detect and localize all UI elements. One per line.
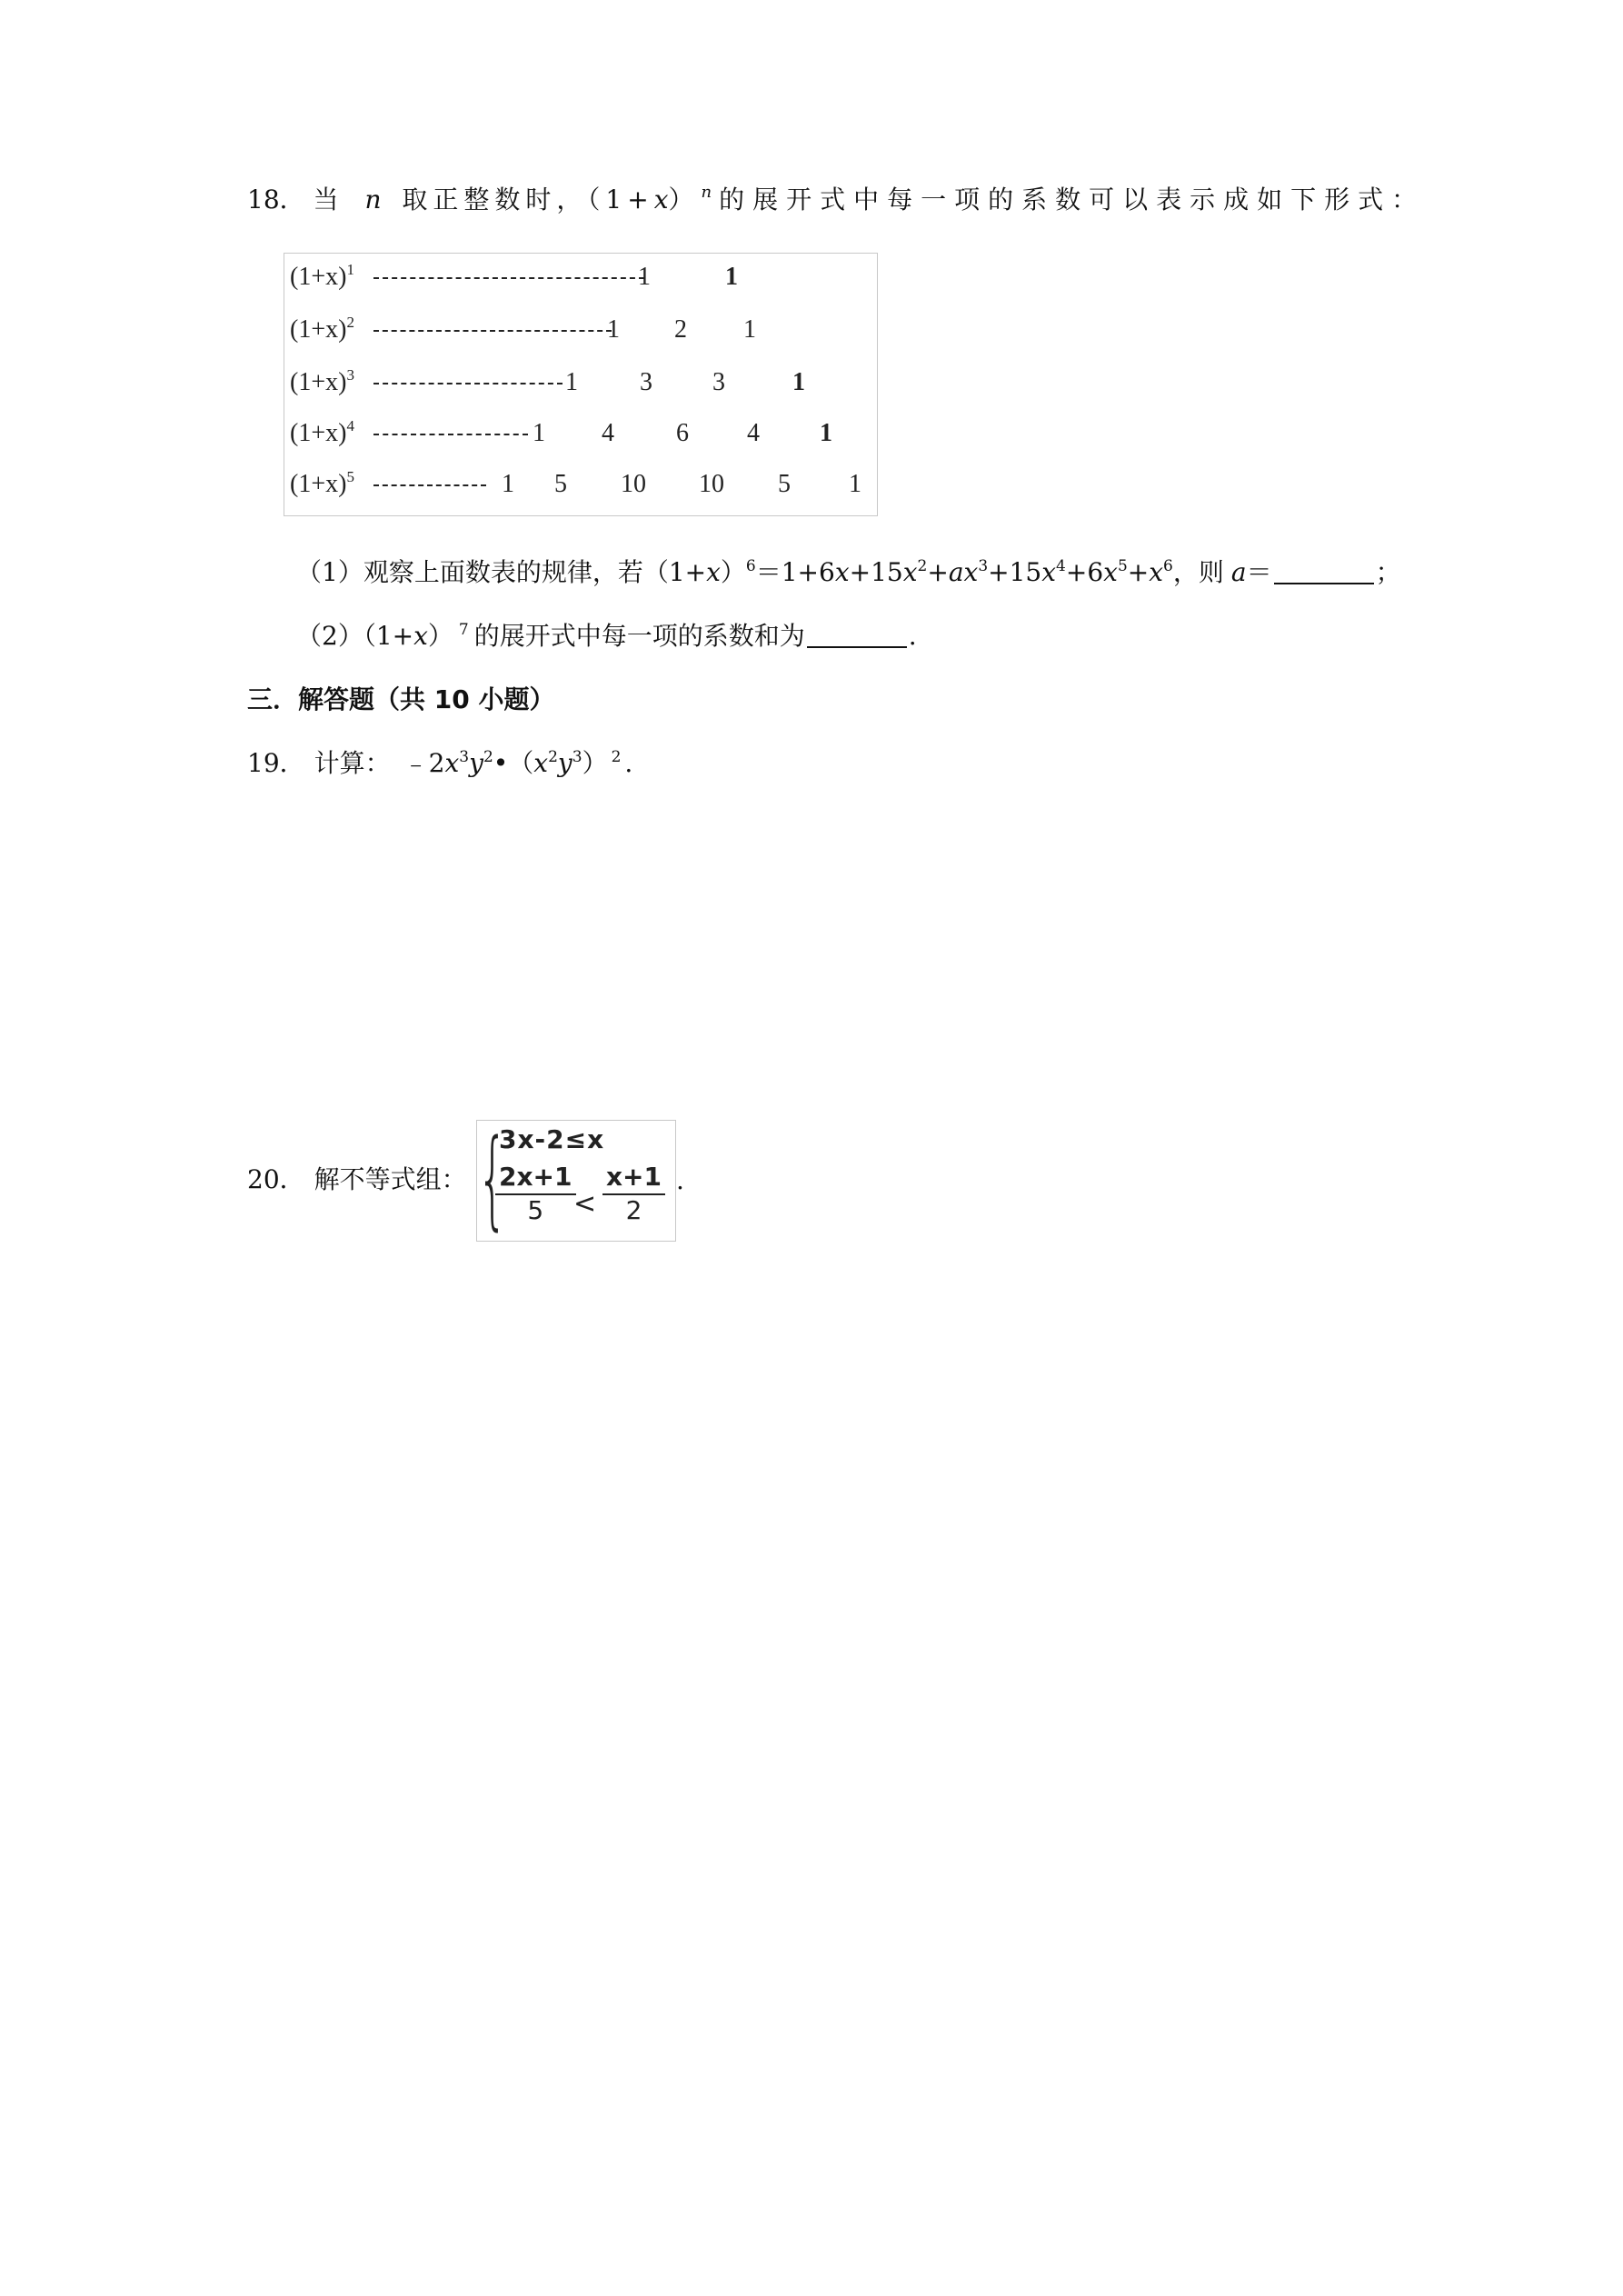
pascal-row bbox=[290, 463, 871, 506]
q18-var-x: x bbox=[653, 185, 669, 215]
pascal-row-label bbox=[290, 463, 354, 506]
pascal-row-label bbox=[290, 412, 354, 455]
pascal-row-base: (1+x) bbox=[290, 419, 347, 447]
paren-close: ） bbox=[427, 621, 453, 651]
q20-label: 解不等式组： bbox=[314, 1164, 467, 1194]
fraction-right-numerator: x+1 bbox=[602, 1163, 665, 1195]
q18-number: 18． bbox=[247, 185, 305, 215]
pascal-coefficient: 10 bbox=[621, 470, 646, 498]
var-x: x bbox=[533, 748, 549, 778]
var-y: y bbox=[557, 748, 573, 778]
end-mark: ； bbox=[1375, 557, 1401, 587]
pascal-row bbox=[290, 361, 871, 404]
exp: 2 bbox=[483, 748, 493, 766]
less-than-sign: < bbox=[573, 1188, 597, 1220]
var-a: a bbox=[948, 557, 964, 587]
q18-text-2: 取正整数时，（1+ bbox=[402, 185, 654, 215]
eq-sign: ＝ bbox=[1246, 557, 1272, 587]
pascal-row-label bbox=[290, 308, 354, 352]
exp: 2 bbox=[917, 557, 928, 575]
exp: 6 bbox=[745, 557, 756, 575]
term: + bbox=[1127, 557, 1150, 587]
q20-number: 20． bbox=[247, 1164, 305, 1194]
pascal-row-power: 5 bbox=[346, 468, 354, 485]
pascal-coefficient: 4 bbox=[602, 419, 614, 447]
pascal-row-power: 4 bbox=[346, 417, 354, 434]
pascal-triangle-table bbox=[284, 253, 878, 516]
exp: 2 bbox=[611, 748, 622, 766]
answer-blank-2[interactable] bbox=[807, 623, 907, 648]
q18-text-3: ） bbox=[668, 185, 694, 215]
paren-close: ） bbox=[720, 557, 746, 587]
pascal-coefficient: 1 bbox=[638, 263, 651, 291]
q19-label: 计算： bbox=[314, 748, 391, 778]
coef: ﹣2 bbox=[403, 748, 445, 778]
section-title: 三．解答题（共 10 小题） bbox=[247, 684, 555, 714]
var-x: x bbox=[706, 557, 721, 587]
pascal-coefficient: 1 bbox=[533, 419, 545, 447]
answer-blank-1[interactable] bbox=[1274, 559, 1374, 584]
pascal-row-power: 2 bbox=[346, 314, 354, 331]
var-y: y bbox=[469, 748, 483, 778]
brace-icon: { bbox=[477, 1115, 508, 1241]
pascal-coefficient: 6 bbox=[676, 419, 689, 447]
pascal-coefficient: 2 bbox=[674, 315, 687, 344]
end-mark: . bbox=[624, 748, 633, 778]
paren-close: ） bbox=[582, 748, 608, 778]
pascal-row-dash bbox=[373, 434, 528, 435]
var-x: x bbox=[1041, 557, 1057, 587]
pascal-coefficient: 10 bbox=[699, 470, 724, 498]
pascal-coefficient: 1 bbox=[725, 263, 738, 291]
pascal-row-power: 3 bbox=[346, 366, 354, 384]
var-x: x bbox=[444, 748, 460, 778]
fraction-right-denominator: 2 bbox=[625, 1195, 642, 1225]
exp: 3 bbox=[459, 748, 470, 766]
term: +15 bbox=[849, 557, 903, 587]
dot: •（ bbox=[493, 748, 534, 778]
exp: 3 bbox=[978, 557, 989, 575]
exp: 2 bbox=[548, 748, 558, 766]
q18-var-n: n bbox=[364, 185, 382, 215]
q18-text-4: 的展开式中每一项的系数可以表示成如下形式： bbox=[719, 185, 1426, 215]
var-x: x bbox=[1103, 557, 1118, 587]
pascal-coefficient: 1 bbox=[565, 368, 578, 396]
pascal-coefficient: 3 bbox=[712, 368, 725, 396]
pascal-coefficient: 5 bbox=[778, 470, 791, 498]
var-x: x bbox=[834, 557, 850, 587]
end-mark: . bbox=[908, 621, 917, 651]
pascal-row-base: (1+x) bbox=[290, 470, 347, 498]
pascal-row bbox=[290, 255, 871, 299]
inequality-system bbox=[476, 1115, 676, 1242]
pascal-coefficient: 1 bbox=[849, 470, 861, 498]
exp: 6 bbox=[1163, 557, 1173, 575]
pascal-row-base: (1+x) bbox=[290, 368, 347, 396]
q18-text-1: 当 bbox=[313, 185, 344, 215]
q20-end-mark: . bbox=[676, 1165, 684, 1195]
term: + bbox=[927, 557, 949, 587]
pascal-row-base: (1+x) bbox=[290, 315, 347, 344]
var-x: x bbox=[963, 557, 979, 587]
pascal-row-label bbox=[290, 255, 354, 299]
fraction-left bbox=[495, 1163, 576, 1226]
exp: 4 bbox=[1056, 557, 1066, 575]
q19 bbox=[247, 745, 632, 782]
exp: 3 bbox=[572, 748, 582, 766]
pascal-coefficient: 1 bbox=[820, 419, 832, 447]
fraction-left-denominator: 5 bbox=[527, 1195, 544, 1225]
fraction-right bbox=[602, 1163, 665, 1226]
pascal-row-dash bbox=[373, 330, 612, 332]
pascal-coefficient: 1 bbox=[792, 368, 805, 396]
pascal-row-dash bbox=[373, 277, 644, 279]
pascal-coefficient: 3 bbox=[640, 368, 652, 396]
pascal-coefficient: 4 bbox=[747, 419, 760, 447]
pascal-coefficient: 1 bbox=[502, 470, 514, 498]
q18-part1 bbox=[296, 554, 1401, 591]
pascal-row-power: 1 bbox=[346, 261, 354, 278]
pascal-row bbox=[290, 412, 871, 455]
pascal-coefficient: 1 bbox=[607, 315, 620, 344]
q18-stem bbox=[247, 182, 1425, 218]
var-x: x bbox=[1149, 557, 1164, 587]
suffix: ，则 bbox=[1172, 557, 1224, 587]
q18-part1-prefix: （1）观察上面数表的规律，若（1+ bbox=[296, 557, 707, 587]
eq-text: ＝1+6 bbox=[755, 557, 835, 587]
exp: 5 bbox=[1117, 557, 1128, 575]
pascal-coefficient: 5 bbox=[554, 470, 567, 498]
pascal-row-base: (1+x) bbox=[290, 263, 347, 291]
q20 bbox=[247, 1162, 467, 1198]
term: +6 bbox=[1065, 557, 1104, 587]
q18-part2 bbox=[296, 618, 917, 654]
fraction-left-numerator: 2x+1 bbox=[495, 1163, 576, 1195]
pascal-row-label bbox=[290, 361, 354, 404]
q18-part2-prefix: （2）（1+ bbox=[296, 621, 414, 651]
pascal-row-dash bbox=[373, 484, 486, 486]
var-x: x bbox=[413, 621, 428, 651]
pascal-row-dash bbox=[373, 383, 563, 384]
term: +15 bbox=[988, 557, 1042, 587]
q19-number: 19． bbox=[247, 748, 305, 778]
pascal-row bbox=[290, 308, 871, 352]
exp: 7 bbox=[458, 621, 469, 639]
var-x: x bbox=[902, 557, 918, 587]
var-a: a bbox=[1230, 557, 1247, 587]
pascal-coefficient: 1 bbox=[743, 315, 756, 344]
inequality-1: 3x-2≤x bbox=[499, 1124, 605, 1154]
q18-exp-n: n bbox=[701, 183, 712, 202]
q18-part2-text: 的展开式中每一项的系数和为 bbox=[473, 621, 805, 651]
